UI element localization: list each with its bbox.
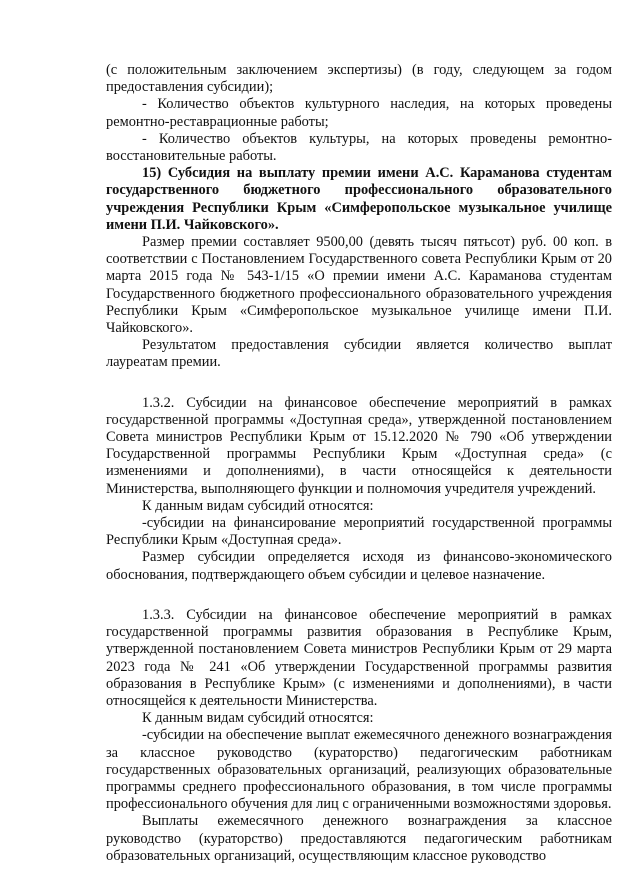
paragraph: Размер премии составляет 9500,00 (девять тысяч пятьсот) руб. 00 коп. в соответствии с Постановлением Государственного совета Республики Крым от 20 марта 2015 года № 543-1/15 «О премии имени А.С. Караманова студентам Государственного бюджетного профессионального образовательного учреждения Республики Крым «Симферопольское музыкальное училище имени П.И. Чайковского». bbox=[106, 234, 612, 337]
list-item: -субсидии на финансирование мероприятий государственной программы Республики Крым «Доступная среда». bbox=[106, 515, 612, 549]
paragraph: Размер субсидии определяется исходя из финансово-экономического обоснования, подтверждающего объем субсидии и целевое назначение. bbox=[106, 549, 612, 583]
paragraph: Результатом предоставления субсидии является количество выплат лауреатам премии. bbox=[106, 337, 612, 371]
section-spacer bbox=[106, 372, 612, 395]
list-item: -субсидии на обеспечение выплат ежемесячного денежного вознаграждения за классное руководство (кураторство) педагогическим работникам государственных образовательных организаций, реализующих образовательные программы среднего профессионального образования, в том числе программы профессионального обучения для лиц с ограниченными возможностями здоровья. bbox=[106, 727, 612, 813]
paragraph: К данным видам субсидий относятся: bbox=[142, 497, 374, 514]
paragraph: К данным видам субсидий относятся: bbox=[142, 710, 374, 727]
paragraph: 1.3.2. Субсидии на финансовое обеспечение мероприятий в рамках государственной программы «Доступная среда», утвержденной постановлением Совета министров Республики Крым от 15.12.2020 № 790 «Об утверждении Государственной программы Республики Крым «Доступная среда» (с изменениями и дополнениями), в части относящейся к деятельности Министерства, выполняющего функции и полномочия учредителя учреждений. bbox=[106, 394, 612, 497]
list-item: - Количество объектов культурного наследия, на которых проведены ремонтно-реставрационные работы; bbox=[106, 96, 612, 130]
paragraph: 1.3.3. Субсидии на финансовое обеспечение мероприятий в рамках государственной программы развития образования в Республике Крым, утвержденной постановлением Совета министров Республики Крым от 29 марта 2023 года № 241 «Об утверждении Государственной программы развития образования в Республике Крым» (с изменениями и дополнениями), в части относящейся к деятельности Министерства. bbox=[106, 606, 612, 709]
section-spacer bbox=[106, 584, 612, 607]
paragraph: Выплаты ежемесячного денежного вознаграждения за классное руководство (кураторство) предоставляются педагогическим работникам образовательных организаций, осуществляющим классное руководство bbox=[106, 813, 612, 864]
list-item: - Количество объектов культуры, на которых проведены ремонтно-восстановительные работы. bbox=[106, 130, 612, 165]
paragraph: (с положительным заключением экспертизы) (в году, следующем за годом предоставления субсидии); bbox=[106, 62, 612, 96]
section-heading: 15) Субсидия на выплату премии имени А.С. Караманова студентам государственного бюджетного профессионального образовательного учреждения Республики Крым «Симферопольское музыкальное училище имени П.И. Чайковского». bbox=[106, 165, 612, 233]
